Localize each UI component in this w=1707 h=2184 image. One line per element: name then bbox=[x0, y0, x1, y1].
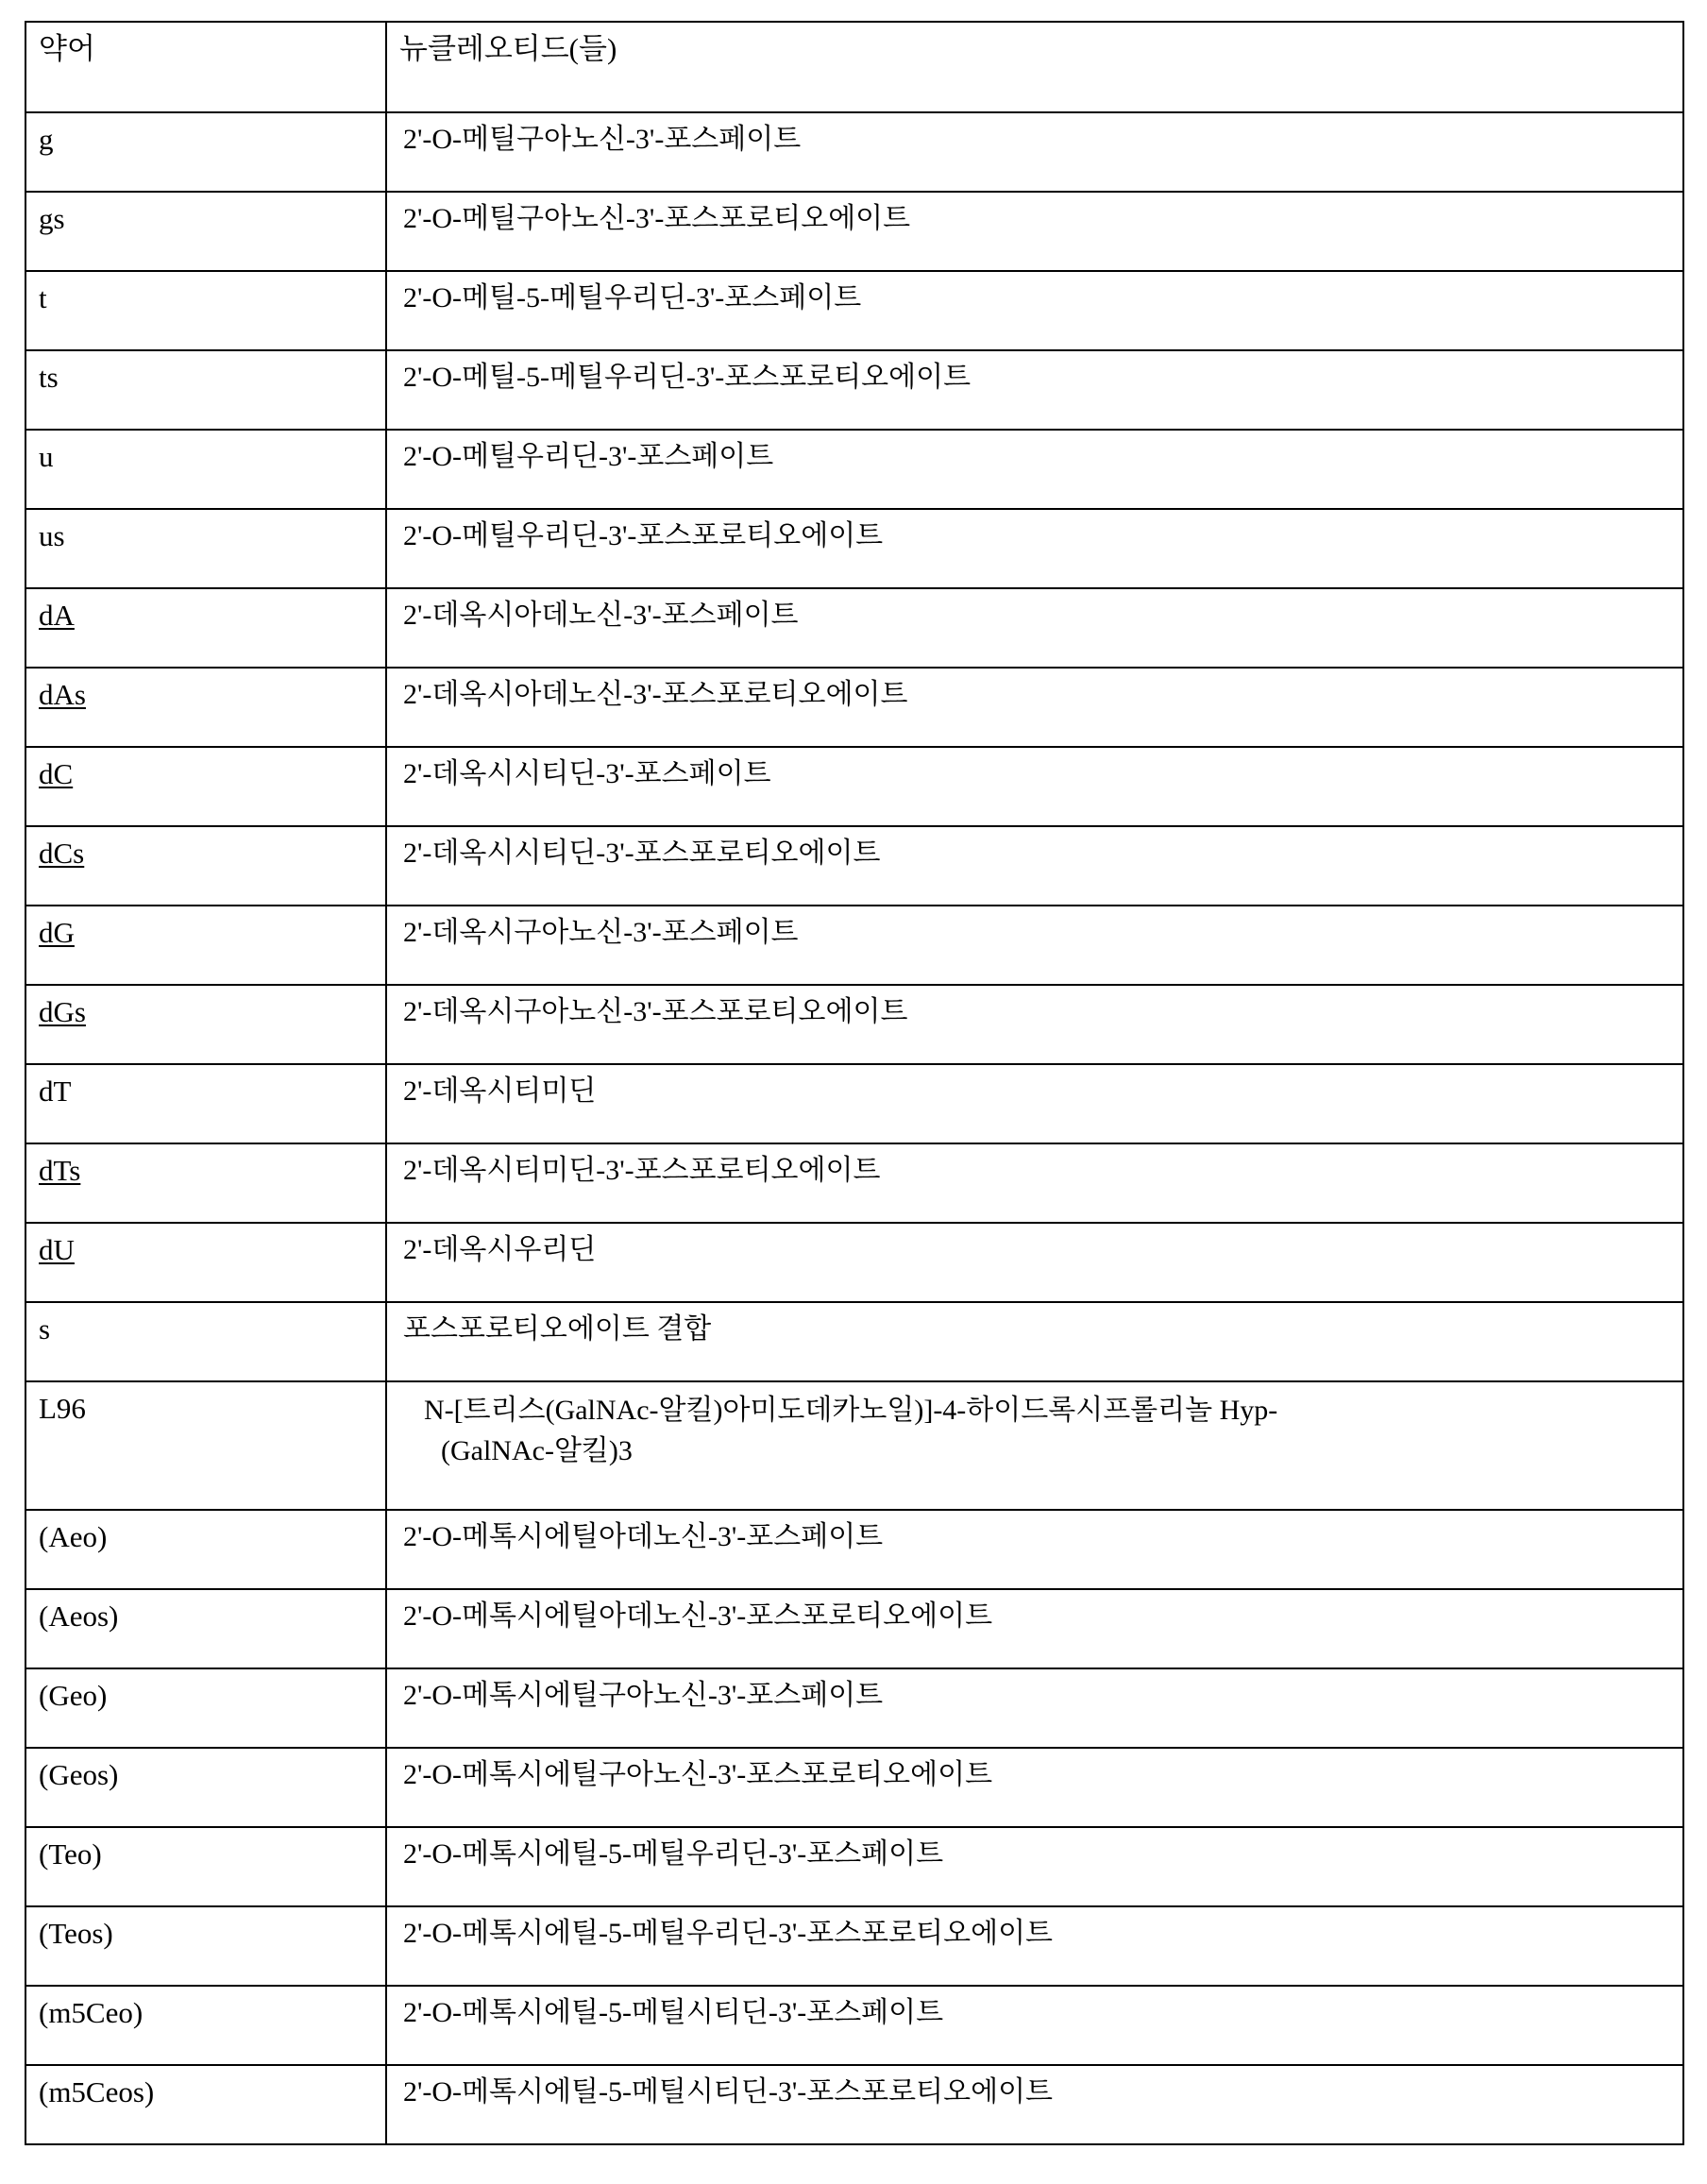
abbreviation-cell bbox=[25, 2065, 386, 2144]
nucleotide-cell bbox=[386, 192, 1683, 271]
table-row bbox=[25, 1064, 1683, 1143]
nucleotide-cell bbox=[386, 1668, 1683, 1748]
table-row bbox=[25, 112, 1683, 192]
abbreviation-cell bbox=[25, 1064, 386, 1143]
abbreviation-text: dGs bbox=[39, 995, 86, 1028]
abbreviation-cell bbox=[25, 1510, 386, 1589]
abbreviation-cell bbox=[25, 1748, 386, 1827]
nucleotide-text: 2'-O-메톡시에틸아데노신-3'-포스페이트 bbox=[403, 1521, 884, 1552]
table-row bbox=[25, 1381, 1683, 1510]
abbreviation-cell bbox=[25, 588, 386, 668]
abbreviation-text: gs bbox=[39, 202, 65, 235]
nucleotide-text: 2'-O-메톡시에틸-5-메틸시티딘-3'-포스페이트 bbox=[403, 1997, 944, 2028]
table-row bbox=[25, 350, 1683, 430]
table-row bbox=[25, 509, 1683, 588]
abbreviation-text: t bbox=[39, 281, 47, 314]
abbreviation-text: s bbox=[39, 1312, 51, 1346]
table-row bbox=[25, 2065, 1683, 2144]
table-row bbox=[25, 906, 1683, 985]
table-row bbox=[25, 1986, 1683, 2065]
abbreviation-text: ts bbox=[39, 361, 59, 394]
abbreviation-cell bbox=[25, 271, 386, 350]
abbreviation-text: (Aeos) bbox=[39, 1600, 119, 1633]
nucleotide-text: 포스포로티오에이트 결합 bbox=[403, 1313, 712, 1345]
table-row bbox=[25, 1223, 1683, 1302]
nucleotide-text: 2'-O-메톡시에틸-5-메틸우리딘-3'-포스포로티오에이트 bbox=[403, 1918, 1054, 1949]
nucleotide-cell bbox=[386, 1223, 1683, 1302]
table-row bbox=[25, 1589, 1683, 1668]
abbreviation-cell bbox=[25, 192, 386, 271]
abbreviation-nucleotide-table bbox=[25, 21, 1684, 2145]
abbreviation-cell bbox=[25, 1302, 386, 1381]
abbreviation-cell bbox=[25, 1668, 386, 1748]
nucleotide-cell bbox=[386, 1510, 1683, 1589]
nucleotide-text: 2'-데옥시구아노신-3'-포스포로티오에이트 bbox=[403, 996, 908, 1027]
abbreviation-cell bbox=[25, 1589, 386, 1668]
abbreviation-text: dA bbox=[39, 599, 75, 632]
nucleotide-text: 2'-O-메톡시에틸아데노신-3'-포스포로티오에이트 bbox=[403, 1600, 993, 1632]
nucleotide-text bbox=[399, 1391, 1673, 1471]
abbreviation-text: dCs bbox=[39, 837, 85, 870]
table-row bbox=[25, 1302, 1683, 1381]
nucleotide-cell bbox=[386, 271, 1683, 350]
nucleotide-cell bbox=[386, 1986, 1683, 2065]
table-row bbox=[25, 192, 1683, 271]
table-row bbox=[25, 1906, 1683, 1986]
nucleotide-text: 2'-데옥시시티딘-3'-포스포로티오에이트 bbox=[403, 838, 881, 869]
abbreviation-text: g bbox=[39, 123, 54, 156]
abbreviation-text: L96 bbox=[39, 1392, 86, 1425]
nucleotide-text: 2'-O-메틸우리딘-3'-포스포로티오에이트 bbox=[403, 520, 884, 551]
abbreviation-text: (Teos) bbox=[39, 1917, 113, 1950]
header-nucleotide: 뉴클레오티드(들) bbox=[386, 22, 1683, 112]
nucleotide-cell bbox=[386, 826, 1683, 906]
abbreviation-cell bbox=[25, 1986, 386, 2065]
table-row bbox=[25, 985, 1683, 1064]
nucleotide-cell bbox=[386, 1143, 1683, 1223]
nucleotide-text: 2'-O-메틸-5-메틸우리딘-3'-포스포로티오에이트 bbox=[403, 362, 972, 393]
abbreviation-text: dTs bbox=[39, 1154, 81, 1187]
table-header-row bbox=[25, 22, 1683, 112]
nucleotide-text: 2'-데옥시시티딘-3'-포스페이트 bbox=[403, 758, 771, 789]
nucleotide-cell bbox=[386, 906, 1683, 985]
nucleotide-cell bbox=[386, 985, 1683, 1064]
nucleotide-text: 2'-데옥시우리딘 bbox=[403, 1234, 597, 1265]
table-row bbox=[25, 668, 1683, 747]
abbreviation-cell bbox=[25, 906, 386, 985]
abbreviation-text: dC bbox=[39, 757, 74, 790]
abbreviation-cell bbox=[25, 112, 386, 192]
nucleotide-text: 2'-O-메틸우리딘-3'-포스페이트 bbox=[403, 441, 774, 472]
abbreviation-cell bbox=[25, 668, 386, 747]
abbreviation-text: dT bbox=[39, 1075, 72, 1108]
table-body bbox=[25, 112, 1683, 2144]
abbreviation-text: us bbox=[39, 519, 65, 552]
nucleotide-cell bbox=[386, 430, 1683, 509]
table-row bbox=[25, 1668, 1683, 1748]
table-row bbox=[25, 430, 1683, 509]
nucleotide-cell bbox=[386, 1589, 1683, 1668]
abbreviation-cell bbox=[25, 350, 386, 430]
header-abbreviation: 약어 bbox=[25, 22, 386, 112]
nucleotide-cell bbox=[386, 112, 1683, 192]
nucleotide-text: 2'-데옥시구아노신-3'-포스페이트 bbox=[403, 917, 799, 948]
nucleotide-cell bbox=[386, 1302, 1683, 1381]
nucleotide-text: 2'-데옥시티미딘-3'-포스포로티오에이트 bbox=[403, 1155, 881, 1186]
nucleotide-cell bbox=[386, 2065, 1683, 2144]
nucleotide-text: 2'-데옥시아데노신-3'-포스포로티오에이트 bbox=[403, 679, 908, 710]
abbreviation-cell bbox=[25, 430, 386, 509]
table-row bbox=[25, 747, 1683, 826]
abbreviation-cell bbox=[25, 826, 386, 906]
abbreviation-text: (m5Ceo) bbox=[39, 1996, 144, 2029]
abbreviation-text: (m5Ceos) bbox=[39, 2075, 155, 2108]
nucleotide-text: 2'-데옥시아데노신-3'-포스페이트 bbox=[403, 600, 799, 631]
abbreviation-cell bbox=[25, 985, 386, 1064]
table-row bbox=[25, 1510, 1683, 1589]
abbreviation-cell bbox=[25, 747, 386, 826]
table-row bbox=[25, 271, 1683, 350]
nucleotide-cell bbox=[386, 1748, 1683, 1827]
nucleotide-cell bbox=[386, 509, 1683, 588]
abbreviation-text: (Geo) bbox=[39, 1679, 108, 1712]
nucleotide-text: 2'-O-메톡시에틸-5-메틸시티딘-3'-포스포로티오에이트 bbox=[403, 2076, 1054, 2108]
nucleotide-text: 2'-O-메틸-5-메틸우리딘-3'-포스페이트 bbox=[403, 282, 862, 313]
abbreviation-text: (Teo) bbox=[39, 1837, 102, 1871]
nucleotide-text: 2'-O-메톡시에틸-5-메틸우리딘-3'-포스페이트 bbox=[403, 1838, 944, 1870]
abbreviation-cell bbox=[25, 1827, 386, 1906]
abbreviation-text: dU bbox=[39, 1233, 75, 1266]
nucleotide-cell bbox=[386, 1906, 1683, 1986]
abbreviation-cell bbox=[25, 1223, 386, 1302]
nucleotide-text: 2'-O-메틸구아노신-3'-포스포로티오에이트 bbox=[403, 203, 911, 234]
nucleotide-cell bbox=[386, 747, 1683, 826]
nucleotide-text-line2: (GalNAc-알킬)3 bbox=[441, 1434, 633, 1466]
nucleotide-cell bbox=[386, 668, 1683, 747]
nucleotide-cell bbox=[386, 350, 1683, 430]
abbreviation-text: dAs bbox=[39, 678, 86, 711]
nucleotide-text-line1: N-[트리스(GalNAc-알킬)아미도데카노일)]-4-하이드록시프롤리놀 Hyp- bbox=[424, 1395, 1278, 1426]
abbreviation-cell bbox=[25, 509, 386, 588]
nucleotide-text: 2'-O-메톡시에틸구아노신-3'-포스포로티오에이트 bbox=[403, 1759, 993, 1790]
nucleotide-text: 2'-데옥시티미딘 bbox=[403, 1075, 597, 1107]
nucleotide-cell bbox=[386, 1064, 1683, 1143]
abbreviation-text: (Geos) bbox=[39, 1758, 119, 1791]
abbreviation-cell bbox=[25, 1143, 386, 1223]
table-row bbox=[25, 1143, 1683, 1223]
nucleotide-text: 2'-O-메톡시에틸구아노신-3'-포스페이트 bbox=[403, 1680, 884, 1711]
table-row bbox=[25, 1748, 1683, 1827]
nucleotide-cell bbox=[386, 588, 1683, 668]
nucleotide-cell bbox=[386, 1827, 1683, 1906]
nucleotide-cell bbox=[386, 1381, 1683, 1510]
table-row bbox=[25, 1827, 1683, 1906]
abbreviation-text: u bbox=[39, 440, 54, 473]
abbreviation-cell bbox=[25, 1906, 386, 1986]
abbreviation-text: dG bbox=[39, 916, 75, 949]
abbreviation-cell bbox=[25, 1381, 386, 1510]
table-row bbox=[25, 826, 1683, 906]
abbreviation-text: (Aeo) bbox=[39, 1520, 108, 1553]
nucleotide-text: 2'-O-메틸구아노신-3'-포스페이트 bbox=[403, 124, 802, 155]
table-row bbox=[25, 588, 1683, 668]
